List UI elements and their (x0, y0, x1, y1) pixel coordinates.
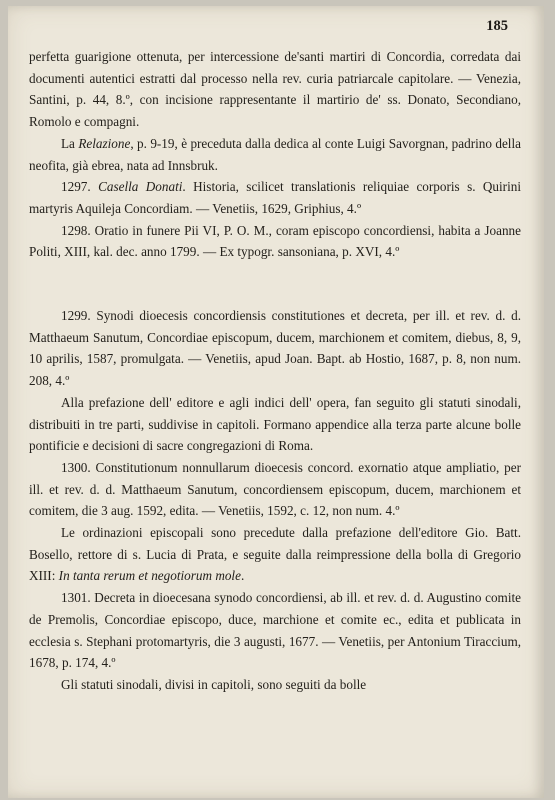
entry-1300: 1300. Constitutionum nonnullarum dioecesis concord. exornatio atque ampliatio, per ill. et rev. d. d. Matthaeum Sanutum, concordiensem episcopum, ducem, marchionem et comitem, die 3 aug. 1592, edita. — Venetiis, 1592, c. 12, non num. 4.º (29, 459, 521, 519)
book-page (8, 6, 544, 798)
entry-1301: 1301. Decreta in dioecesana synodo concordiensi, ab ill. et rev. d. d. Augustino comite de Premolis, Concordiae episcopo, duce, marchione et comite ec., edita et publicata in ecclesia s. Stephani protomartyris, die 3 augusti, 1677. — Venetiis, per Antonium Tiraccium, 1678, p. 174, 4.º (29, 590, 521, 671)
entry-1299: 1299. Synodi dioecesis concordiensis constitutiones et decreta, per ill. et rev. d. d. Matthaeum Sanutum, Concordiae episcopum, ducem, marchionem et comitem, diebus, 8, 9, 10 aprilis, 1587, promulgata. — Venetiis, apud Joan. Bapt. ab Hostio, 1687, p. 8, non num. 208, 4.º (29, 308, 521, 389)
entry-1300-note: Le ordinazioni episcopali sono precedute dalla prefazione dell'editore Gio. Batt. Bosello, rettore di s. Lucia di Prata, e seguite dalla reimpressione della bolla di Gregorio XIII: In tanta rerum et negotiorum mole. (29, 525, 521, 584)
entry-1297: 1297. Casella Donati. Historia, scilicet translationis reliquiae corporis s. Quirini martyris Aquileja Concordiam. — Venetiis, 1629, Griphius, 4.º (29, 179, 521, 216)
italic-bull-title: In tanta rerum et negotiorum mole (58, 568, 241, 584)
entry-1301-note: Gli statuti sinodali, divisi in capitoli, sono seguiti da bolle (61, 676, 367, 692)
entry-1299-note: Alla prefazione dell' editore e agli indici dell' opera, fan seguito gli statuti sinodali, distribuiti in tre parti, suddivise in capitoli. Formano appendice alla terza parte alcune bolle pontificie e decisioni di sacre congregazioni di Roma. (29, 394, 521, 454)
paragraph-1-continuation: perfetta guarigione ottenuta, per intercessione de'santi martiri di Concordia, corredata dai documenti autentici estratti dal processo nella rev. curia patriarcale capitolare. — Venezia, Santini, p. 44, 8.º, con incisione rappresentante il martirio de' ss. Donato, Secondiano, Romolo e compagni. (29, 49, 521, 130)
section-gap (29, 263, 521, 305)
page-body (29, 46, 521, 696)
paragraph-relazione-note: La Relazione, p. 9-19, è preceduta dalla dedica al conte Luigi Savorgnan, padrino della neofita, già ebrea, nata ad Innsbruk. (29, 135, 521, 173)
entry-1298: 1298. Oratio in funere Pii VI, P. O. M., coram episcopo concordiensi, habita a Joanne Politi, XIII, kal. dec. anno 1799. — Ex typogr. sansoniana, p. XVI, 4.º (29, 222, 521, 260)
italic-author-casella: Casella Donati (98, 179, 183, 195)
italic-title-relazione: Relazione (78, 135, 131, 151)
page-number: 185 (486, 18, 508, 34)
